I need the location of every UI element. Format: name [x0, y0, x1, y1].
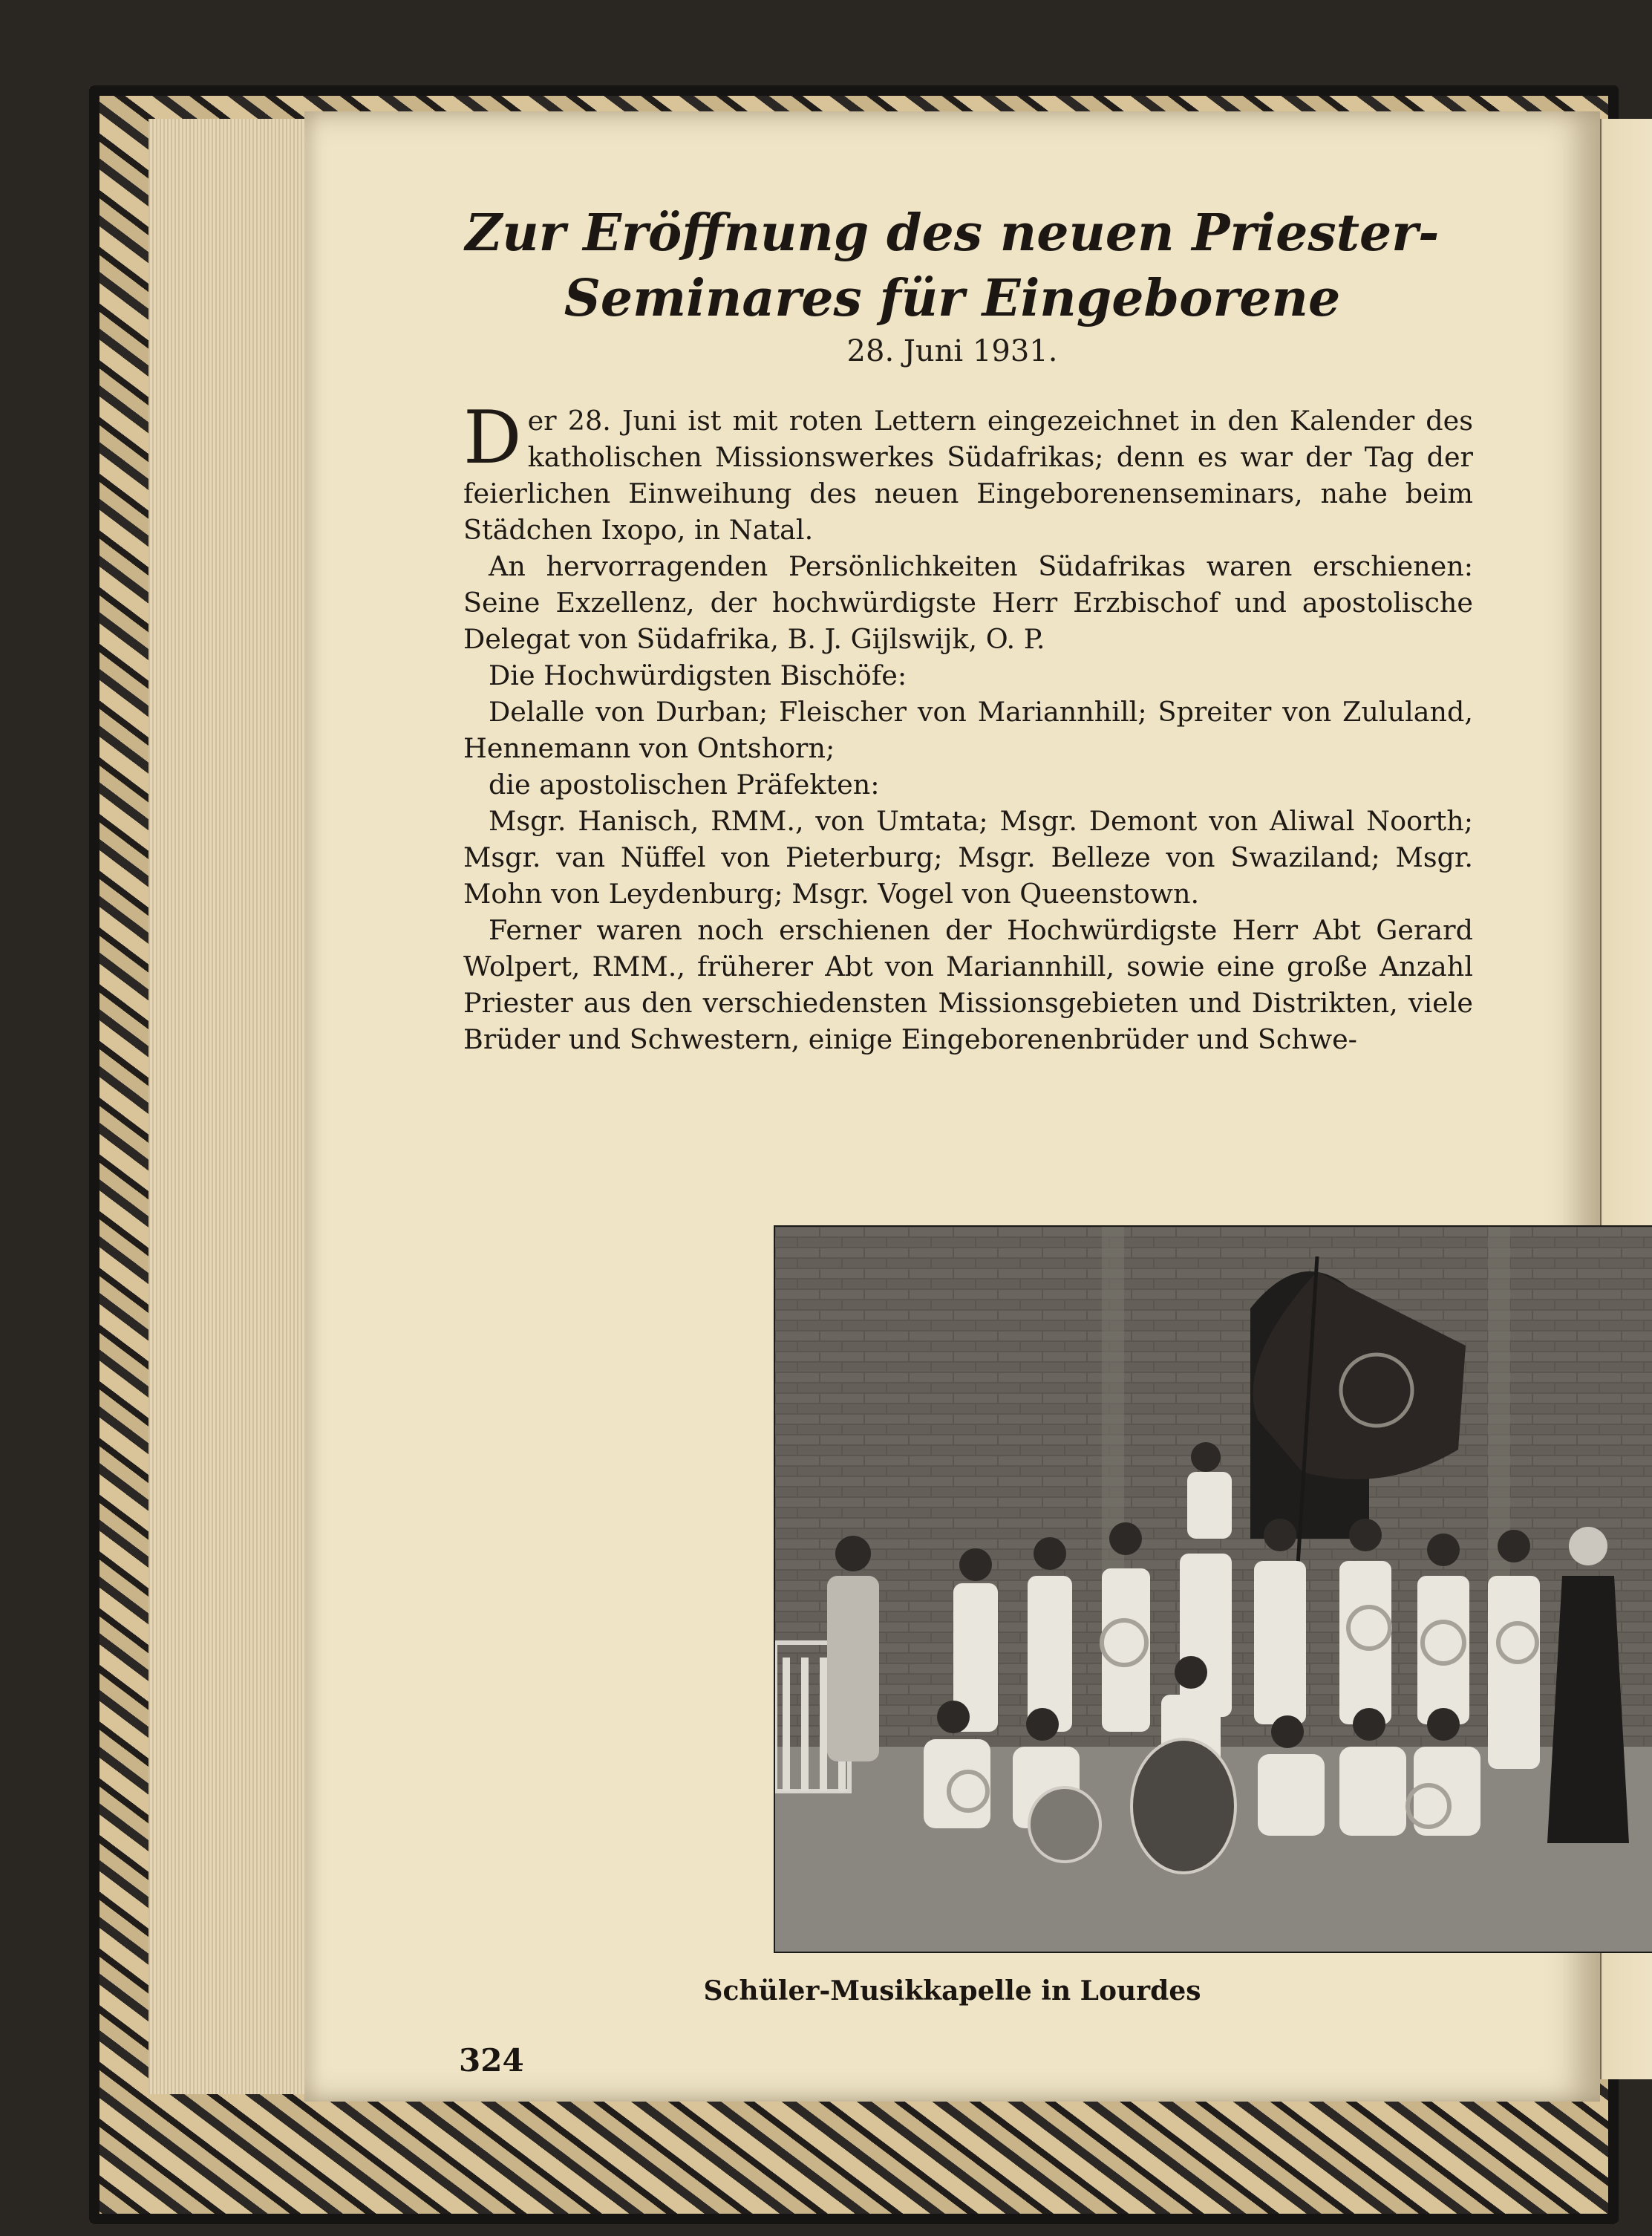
book-page	[304, 111, 1600, 2102]
paragraph-prefects-list: Msgr. Hanisch, RMM., von Umtata; Msgr. Demont von Aliwal Noorth; Msgr. van Nüffel von Pieterburg; Msgr. Belleze von Swaziland; Msgr. Mohn von Leydenburg; Msgr. Vogel von Queenstown.	[463, 805, 1473, 910]
page-number: 324	[459, 2042, 524, 2079]
article-body	[463, 396, 1473, 1057]
paragraph-bishops-heading: Die Hochwürdigsten Bischöfe:	[489, 659, 907, 691]
photo-caption: Schüler-Musikkapelle in Lourdes	[703, 1975, 1201, 2007]
article-date: 28. Juni 1931.	[846, 334, 1058, 368]
article-title-line2: Seminares für Eingeborene	[564, 269, 1341, 328]
paragraph-prefects-heading: die apostolischen Präfekten:	[489, 769, 880, 801]
paragraph-1: Der 28. Juni ist mit roten Lettern eingezeichnet in den Kalender des katholischen Missionswerkes Südafrikas; denn es war der Tag der feierlichen Einweihung des neuen Eingeborenenseminars, nahe beim Städchen Ixopo, in Natal.	[463, 396, 1473, 546]
band-photograph	[774, 1225, 1652, 1953]
page-block-edges	[148, 119, 321, 2094]
paragraph-2: An hervorragenden Persönlichkeiten Südafrikas waren erschienen: Seine Exzellenz, der hochwürdigste Herr Erzbischof und apostolische Delegat von Südafrika, B. J. Gijlswijk, O. P.	[463, 550, 1473, 655]
paragraph-bishops-list: Delalle von Durban; Fleischer von Mariannhill; Spreiter von Zululand, Hennemann von Ontshorn;	[463, 696, 1473, 764]
article-title-line1: Zur Eröffnung des neuen Priester-	[465, 203, 1440, 263]
paragraph-attendees: Ferner waren noch erschienen der Hochwürdigste Herr Abt Gerard Wolpert, RMM., früherer Abt von Mariannhill, sowie eine große Anzahl Priester aus den verschiedensten Missionsgebieten und Distrikten, viele Brüder und Schwestern, einige Eingeborenenbrüder und Schwe-	[463, 914, 1473, 1055]
